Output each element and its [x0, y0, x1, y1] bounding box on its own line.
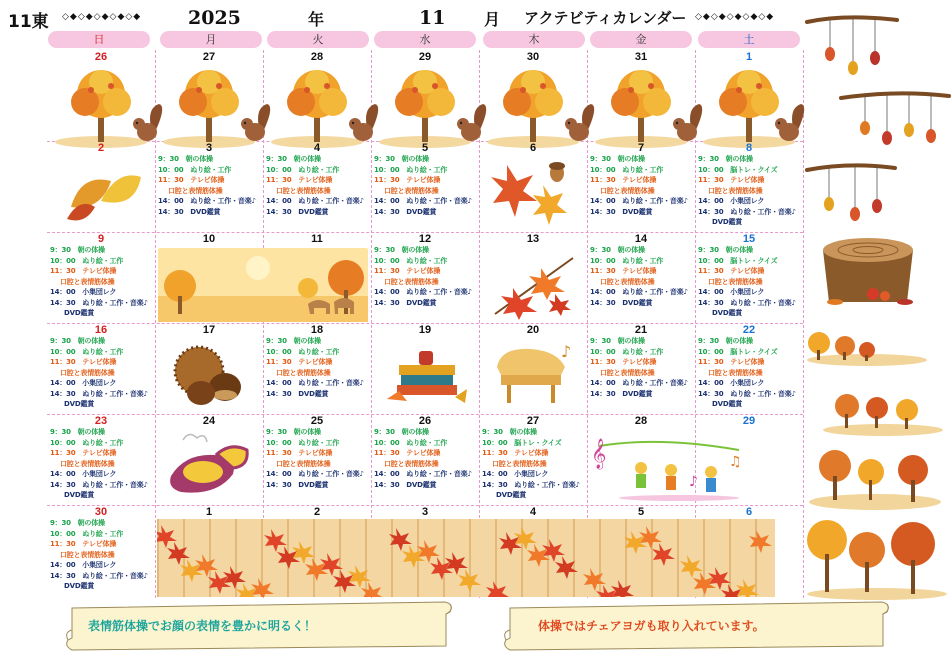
day-cell-tue — [263, 323, 371, 414]
autumn-trees-icon — [807, 332, 927, 366]
day-number: 20 — [526, 324, 540, 336]
schedule-item: 14：00 ぬり絵・工作・音楽♪ — [374, 288, 472, 296]
schedule-item: 口腔と表情筋体操 — [276, 368, 331, 377]
schedule-item: 10：00 ぬり絵・工作 — [266, 438, 340, 447]
schedule-item: 口腔と表情筋体操 — [384, 459, 439, 468]
schedule-item: 14：30 ぬり絵・工作・音楽♪ — [698, 298, 796, 307]
day-number: 16 — [94, 324, 108, 336]
schedule-item: 14：00 ぬり絵・工作・音楽♪ — [590, 379, 688, 387]
day-cell-fri — [587, 50, 695, 141]
schedule-item: 11：30 テレビ体操 — [374, 267, 441, 275]
calendar-title: アクテビティカレンダー — [524, 9, 687, 27]
day-cell-sat — [695, 505, 803, 596]
schedule-item: 11：30 テレビ体操 — [374, 449, 441, 457]
day-cell-tue — [263, 232, 371, 323]
day-cell-mon — [155, 414, 263, 505]
schedule-item: 10：00 ぬり絵・工作 — [158, 165, 232, 174]
schedule-list — [374, 154, 480, 217]
schedule-item: 9：30 朝の体操 — [590, 155, 645, 163]
svg-text:♫: ♫ — [729, 454, 742, 470]
day-cell-wed — [371, 232, 479, 323]
day-cell-thu — [479, 141, 587, 232]
day-cell-thu — [479, 232, 587, 323]
day-cell-sun — [47, 323, 155, 414]
day-number: 29 — [742, 415, 756, 427]
schedule-item: 10：00 ぬり絵・工作 — [50, 438, 124, 447]
schedule-item: 11：30 テレビ体操 — [158, 176, 225, 184]
schedule-item: DVD鑑賞 — [64, 400, 95, 408]
schedule-item: 9：30 朝の体操 — [50, 246, 105, 254]
hanging-leaves-branch-icon — [807, 165, 895, 221]
schedule-item: 口腔と表情筋体操 — [60, 368, 115, 377]
schedule-list — [50, 518, 156, 592]
schedule-item: 14：00 ぬり絵・工作・音楽♪ — [590, 288, 688, 296]
schedule-item: 14：00 ぬり絵・工作・音楽♪ — [374, 197, 472, 205]
day-cell-sun — [47, 232, 155, 323]
schedule-item: DVD鑑賞 — [712, 400, 743, 408]
day-cell-wed — [371, 50, 479, 141]
schedule-item: 9：30 朝の体操 — [266, 428, 321, 436]
schedule-item: 10：00 ぬり絵・工作 — [590, 347, 664, 356]
schedule-item: 11：30 テレビ体操 — [374, 176, 441, 184]
schedule-item: 11：30 テレビ体操 — [266, 449, 333, 457]
schedule-item: 9：30 朝の体操 — [266, 337, 321, 345]
schedule-item: 口腔と表情筋体操 — [276, 459, 331, 468]
day-number: 28 — [634, 415, 648, 427]
schedule-item: 14：00 小集団レク — [50, 561, 117, 569]
day-cell-mon — [155, 50, 263, 141]
schedule-item: 11：30 テレビ体操 — [50, 540, 117, 548]
schedule-item: 10：00 ぬり絵・工作 — [374, 165, 448, 174]
schedule-item: 11：30 テレビ体操 — [590, 358, 657, 366]
day-cell-thu — [479, 505, 587, 596]
schedule-item: 14：30 ぬり絵・工作・音楽♪ — [698, 389, 796, 398]
schedule-list — [698, 154, 804, 228]
day-number: 3 — [421, 506, 429, 518]
schedule-item: 14：00 小集団レク — [50, 288, 117, 296]
schedule-item: 口腔と表情筋体操 — [708, 368, 763, 377]
day-cell-fri — [587, 232, 695, 323]
day-number: 5 — [637, 506, 645, 518]
day-number: 4 — [529, 506, 537, 518]
schedule-item: 10：00 ぬり絵・工作 — [266, 165, 340, 174]
schedule-item: 9：30 朝の体操 — [158, 155, 213, 163]
schedule-item: 9：30 朝の体操 — [50, 519, 105, 527]
day-cell-tue — [263, 50, 371, 141]
weekday-monday: 月 — [160, 31, 262, 48]
day-cell-sat — [695, 323, 803, 414]
day-cell-sun — [47, 414, 155, 505]
day-cell-tue — [263, 141, 371, 232]
day-cell-wed — [371, 505, 479, 596]
day-number: 1 — [205, 506, 213, 518]
schedule-item: 14：00 小集団レク — [698, 197, 765, 205]
schedule-item: 9：30 朝の体操 — [50, 428, 105, 436]
schedule-list — [266, 336, 372, 399]
schedule-item: 9：30 朝の体操 — [482, 428, 537, 436]
day-number: 14 — [634, 233, 648, 245]
day-cell-mon — [155, 505, 263, 596]
schedule-item: 9：30 朝の体操 — [590, 246, 645, 254]
schedule-list — [590, 154, 696, 217]
day-number: 17 — [202, 324, 216, 336]
note-scroll-right — [500, 600, 892, 652]
schedule-item: 14：30 DVD鑑賞 — [590, 389, 653, 398]
schedule-item: 口腔と表情筋体操 — [708, 277, 763, 286]
schedule-item: 10：00 ぬり絵・工作 — [50, 347, 124, 356]
day-number: 26 — [418, 415, 432, 427]
day-cell-mon — [155, 141, 263, 232]
schedule-item: 14：30 DVD鑑賞 — [590, 207, 653, 216]
day-cell-sat — [695, 141, 803, 232]
weekday-friday: 金 — [590, 31, 692, 48]
schedule-item: 9：30 朝の体操 — [698, 155, 753, 163]
day-number: 1 — [745, 51, 753, 63]
schedule-item: DVD鑑賞 — [64, 309, 95, 317]
schedule-item: 14：00 ぬり絵・工作・音楽♪ — [158, 197, 256, 205]
schedule-item: 9：30 朝の体操 — [266, 155, 321, 163]
schedule-list — [50, 245, 156, 319]
month: 11 — [419, 7, 446, 29]
schedule-list — [698, 336, 804, 410]
day-number: 6 — [529, 142, 537, 154]
day-number: 27 — [526, 415, 540, 427]
schedule-item: DVD鑑賞 — [64, 491, 95, 499]
day-cell-sat — [695, 414, 803, 505]
schedule-item: 10：00 脳トレ・クイズ — [698, 165, 778, 174]
schedule-item: 14：00 小集団レク — [482, 470, 549, 478]
schedule-item: 14：00 ぬり絵・工作・音楽♪ — [266, 379, 364, 387]
schedule-item: 14：30 DVD鑑賞 — [266, 207, 329, 216]
schedule-item: 口腔と表情筋体操 — [492, 459, 547, 468]
schedule-item: DVD鑑賞 — [496, 491, 527, 499]
schedule-item: 14：30 DVD鑑賞 — [374, 298, 437, 307]
schedule-item: 11：30 テレビ体操 — [50, 449, 117, 457]
schedule-item: 14：00 ぬり絵・工作・音楽♪ — [266, 470, 364, 478]
day-number: 27 — [202, 51, 216, 63]
day-number: 30 — [94, 506, 108, 518]
schedule-list — [374, 245, 480, 308]
weekday-tuesday: 火 — [267, 31, 369, 48]
schedule-item: 14：00 ぬり絵・工作・音楽♪ — [590, 197, 688, 205]
year-kanji: 年 — [308, 10, 325, 29]
schedule-item: 10：00 ぬり絵・工作 — [50, 256, 124, 265]
day-number: 15 — [742, 233, 756, 245]
day-number: 7 — [637, 142, 645, 154]
schedule-item: 14：00 小集団レク — [698, 379, 765, 387]
schedule-item: 10：00 ぬり絵・工作 — [50, 529, 124, 538]
hanging-leaves-branch-icon — [807, 17, 897, 75]
schedule-item: 口腔と表情筋体操 — [60, 550, 115, 559]
autumn-trees-icon — [823, 394, 943, 436]
schedule-item: 14：30 ぬり絵・工作・音楽♪ — [698, 207, 796, 216]
note-text-right: 体操ではチェアヨガも取り入れています。 — [538, 619, 765, 633]
schedule-item: 11：30 テレビ体操 — [698, 176, 765, 184]
day-cell-mon — [155, 323, 263, 414]
schedule-item: 11：30 テレビ体操 — [590, 267, 657, 275]
day-cell-tue — [263, 414, 371, 505]
schedule-item: 口腔と表情筋体操 — [60, 459, 115, 468]
schedule-item: 11：30 テレビ体操 — [482, 449, 549, 457]
schedule-item: 11：30 テレビ体操 — [698, 358, 765, 366]
schedule-item: 10：00 ぬり絵・工作 — [374, 256, 448, 265]
schedule-item: 口腔と表情筋体操 — [384, 277, 439, 286]
day-number: 5 — [421, 142, 429, 154]
side-decorations — [805, 10, 951, 600]
calendar-header — [0, 0, 800, 32]
svg-text:♪: ♪ — [689, 474, 698, 490]
day-number: 31 — [634, 51, 648, 63]
schedule-item: 14：30 DVD鑑賞 — [158, 207, 221, 216]
schedule-item: 14：30 ぬり絵・工作・音楽♪ — [50, 389, 148, 398]
day-number: 10 — [202, 233, 216, 245]
schedule-item: 9：30 朝の体操 — [698, 337, 753, 345]
diamond-ornament-left: ◇◆◇◆◇◆◇◆◇◆ — [62, 12, 142, 22]
day-cell-thu — [479, 414, 587, 505]
schedule-item: 9：30 朝の体操 — [374, 428, 429, 436]
day-cell-fri — [587, 141, 695, 232]
day-cell-wed — [371, 414, 479, 505]
unit-name: 11東 — [8, 12, 49, 32]
day-number: 2 — [313, 506, 321, 518]
schedule-item: 14：00 小集団レク — [50, 379, 117, 387]
schedule-item: 口腔と表情筋体操 — [168, 186, 223, 195]
schedule-item: 口腔と表情筋体操 — [708, 186, 763, 195]
schedule-item: 10：00 ぬり絵・工作 — [374, 438, 448, 447]
day-cell-sat — [695, 50, 803, 141]
schedule-item: 14：30 ぬり絵・工作・音楽♪ — [50, 298, 148, 307]
schedule-item: 9：30 朝の体操 — [50, 337, 105, 345]
schedule-item: 10：00 ぬり絵・工作 — [590, 165, 664, 174]
schedule-item: 14：30 DVD鑑賞 — [374, 480, 437, 489]
schedule-item: 9：30 朝の体操 — [698, 246, 753, 254]
schedule-list — [266, 427, 372, 490]
note-scroll-left — [62, 600, 455, 652]
schedule-item: 10：00 ぬり絵・工作 — [590, 256, 664, 265]
day-number: 12 — [418, 233, 432, 245]
day-cell-wed — [371, 323, 479, 414]
day-number: 29 — [418, 51, 432, 63]
diamond-ornament-right: ◇◆◇◆◇◆◇◆◇◆ — [695, 12, 775, 22]
schedule-item: 14：00 ぬり絵・工作・音楽♪ — [374, 470, 472, 478]
day-number: 28 — [310, 51, 324, 63]
day-cell-wed — [371, 141, 479, 232]
schedule-list — [590, 336, 696, 399]
svg-text:♪: ♪ — [561, 342, 572, 361]
schedule-item: 口腔と表情筋体操 — [600, 277, 655, 286]
schedule-item: 11：30 テレビ体操 — [590, 176, 657, 184]
autumn-side-illustrations — [805, 10, 951, 600]
day-number: 30 — [526, 51, 540, 63]
weekday-header-row — [47, 31, 803, 49]
day-cell-thu — [479, 50, 587, 141]
schedule-item: DVD鑑賞 — [64, 582, 95, 590]
schedule-item: 11：30 テレビ体操 — [266, 358, 333, 366]
day-number: 13 — [526, 233, 540, 245]
svg-text:𝄞: 𝄞 — [591, 439, 607, 469]
schedule-item: 14：30 DVD鑑賞 — [266, 480, 329, 489]
day-number: 19 — [418, 324, 432, 336]
day-number: 26 — [94, 51, 108, 63]
day-cell-tue — [263, 505, 371, 596]
day-cell-sun — [47, 141, 155, 232]
schedule-item: DVD鑑賞 — [712, 218, 743, 226]
day-number: 18 — [310, 324, 324, 336]
schedule-item: 口腔と表情筋体操 — [600, 186, 655, 195]
month-kanji: 月 — [484, 10, 501, 29]
schedule-list — [590, 245, 696, 308]
weekday-saturday: 土 — [698, 31, 800, 48]
day-number: 8 — [745, 142, 753, 154]
tree-stump-icon — [823, 238, 913, 305]
schedule-item: 9：30 朝の体操 — [374, 246, 429, 254]
schedule-item: 14：30 ぬり絵・工作・音楽♪ — [50, 480, 148, 489]
day-cell-sun — [47, 50, 155, 141]
schedule-item: 10：00 脳トレ・クイズ — [482, 438, 562, 447]
autumn-trees-icon — [809, 450, 941, 510]
schedule-item: DVD鑑賞 — [712, 309, 743, 317]
schedule-item: 10：00 脳トレ・クイズ — [698, 347, 778, 356]
day-cell-sat — [695, 232, 803, 323]
schedule-item: 11：30 テレビ体操 — [50, 267, 117, 275]
schedule-item: 口腔と表情筋体操 — [276, 186, 331, 195]
schedule-item: 10：00 ぬり絵・工作 — [266, 347, 340, 356]
schedule-item: 口腔と表情筋体操 — [60, 277, 115, 286]
weekday-thursday: 木 — [483, 31, 585, 48]
day-number: 2 — [97, 142, 105, 154]
day-number: 3 — [205, 142, 213, 154]
schedule-list — [50, 427, 156, 501]
schedule-item: 11：30 テレビ体操 — [50, 358, 117, 366]
schedule-item: 14：30 ぬり絵・工作・音楽♪ — [50, 571, 148, 580]
day-number: 21 — [634, 324, 648, 336]
schedule-list — [374, 427, 480, 490]
weekday-sunday: 日 — [48, 31, 150, 48]
schedule-item: 口腔と表情筋体操 — [600, 368, 655, 377]
schedule-item: 11：30 テレビ体操 — [698, 267, 765, 275]
day-cell-fri — [587, 414, 695, 505]
day-cell-fri — [587, 505, 695, 596]
schedule-item: 11：30 テレビ体操 — [266, 176, 333, 184]
day-cell-fri — [587, 323, 695, 414]
day-cell-sun — [47, 505, 155, 596]
autumn-trees-icon — [807, 520, 947, 600]
schedule-item: 14：30 ぬり絵・工作・音楽♪ — [482, 480, 580, 489]
schedule-list — [266, 154, 372, 217]
schedule-item: 14：30 DVD鑑賞 — [590, 298, 653, 307]
schedule-list — [158, 154, 264, 217]
schedule-item: 14：00 ぬり絵・工作・音楽♪ — [266, 197, 364, 205]
day-number: 22 — [742, 324, 756, 336]
schedule-item: 14：30 DVD鑑賞 — [374, 207, 437, 216]
schedule-item: 14：30 DVD鑑賞 — [266, 389, 329, 398]
day-cell-mon — [155, 232, 263, 323]
schedule-list — [698, 245, 804, 319]
schedule-item: 9：30 朝の体操 — [590, 337, 645, 345]
schedule-item: 9：30 朝の体操 — [374, 155, 429, 163]
schedule-item: 10：00 脳トレ・クイズ — [698, 256, 778, 265]
day-number: 23 — [94, 415, 108, 427]
note-text-left: 表情筋体操でお顔の表情を豊かに明るく！ — [88, 619, 317, 633]
day-cell-thu — [479, 323, 587, 414]
day-number: 9 — [97, 233, 105, 245]
schedule-item: 14：00 小集団レク — [698, 288, 765, 296]
day-number: 24 — [202, 415, 216, 427]
day-number: 25 — [310, 415, 324, 427]
schedule-list — [482, 427, 588, 501]
schedule-item: 口腔と表情筋体操 — [384, 186, 439, 195]
year: 2025 — [188, 7, 241, 29]
schedule-list — [50, 336, 156, 410]
day-number: 4 — [313, 142, 321, 154]
weekday-wednesday: 水 — [374, 31, 476, 48]
day-number: 6 — [745, 506, 753, 518]
hanging-leaves-branch-icon — [841, 93, 949, 145]
day-number: 11 — [311, 233, 323, 245]
schedule-item: 14：00 小集団レク — [50, 470, 117, 478]
